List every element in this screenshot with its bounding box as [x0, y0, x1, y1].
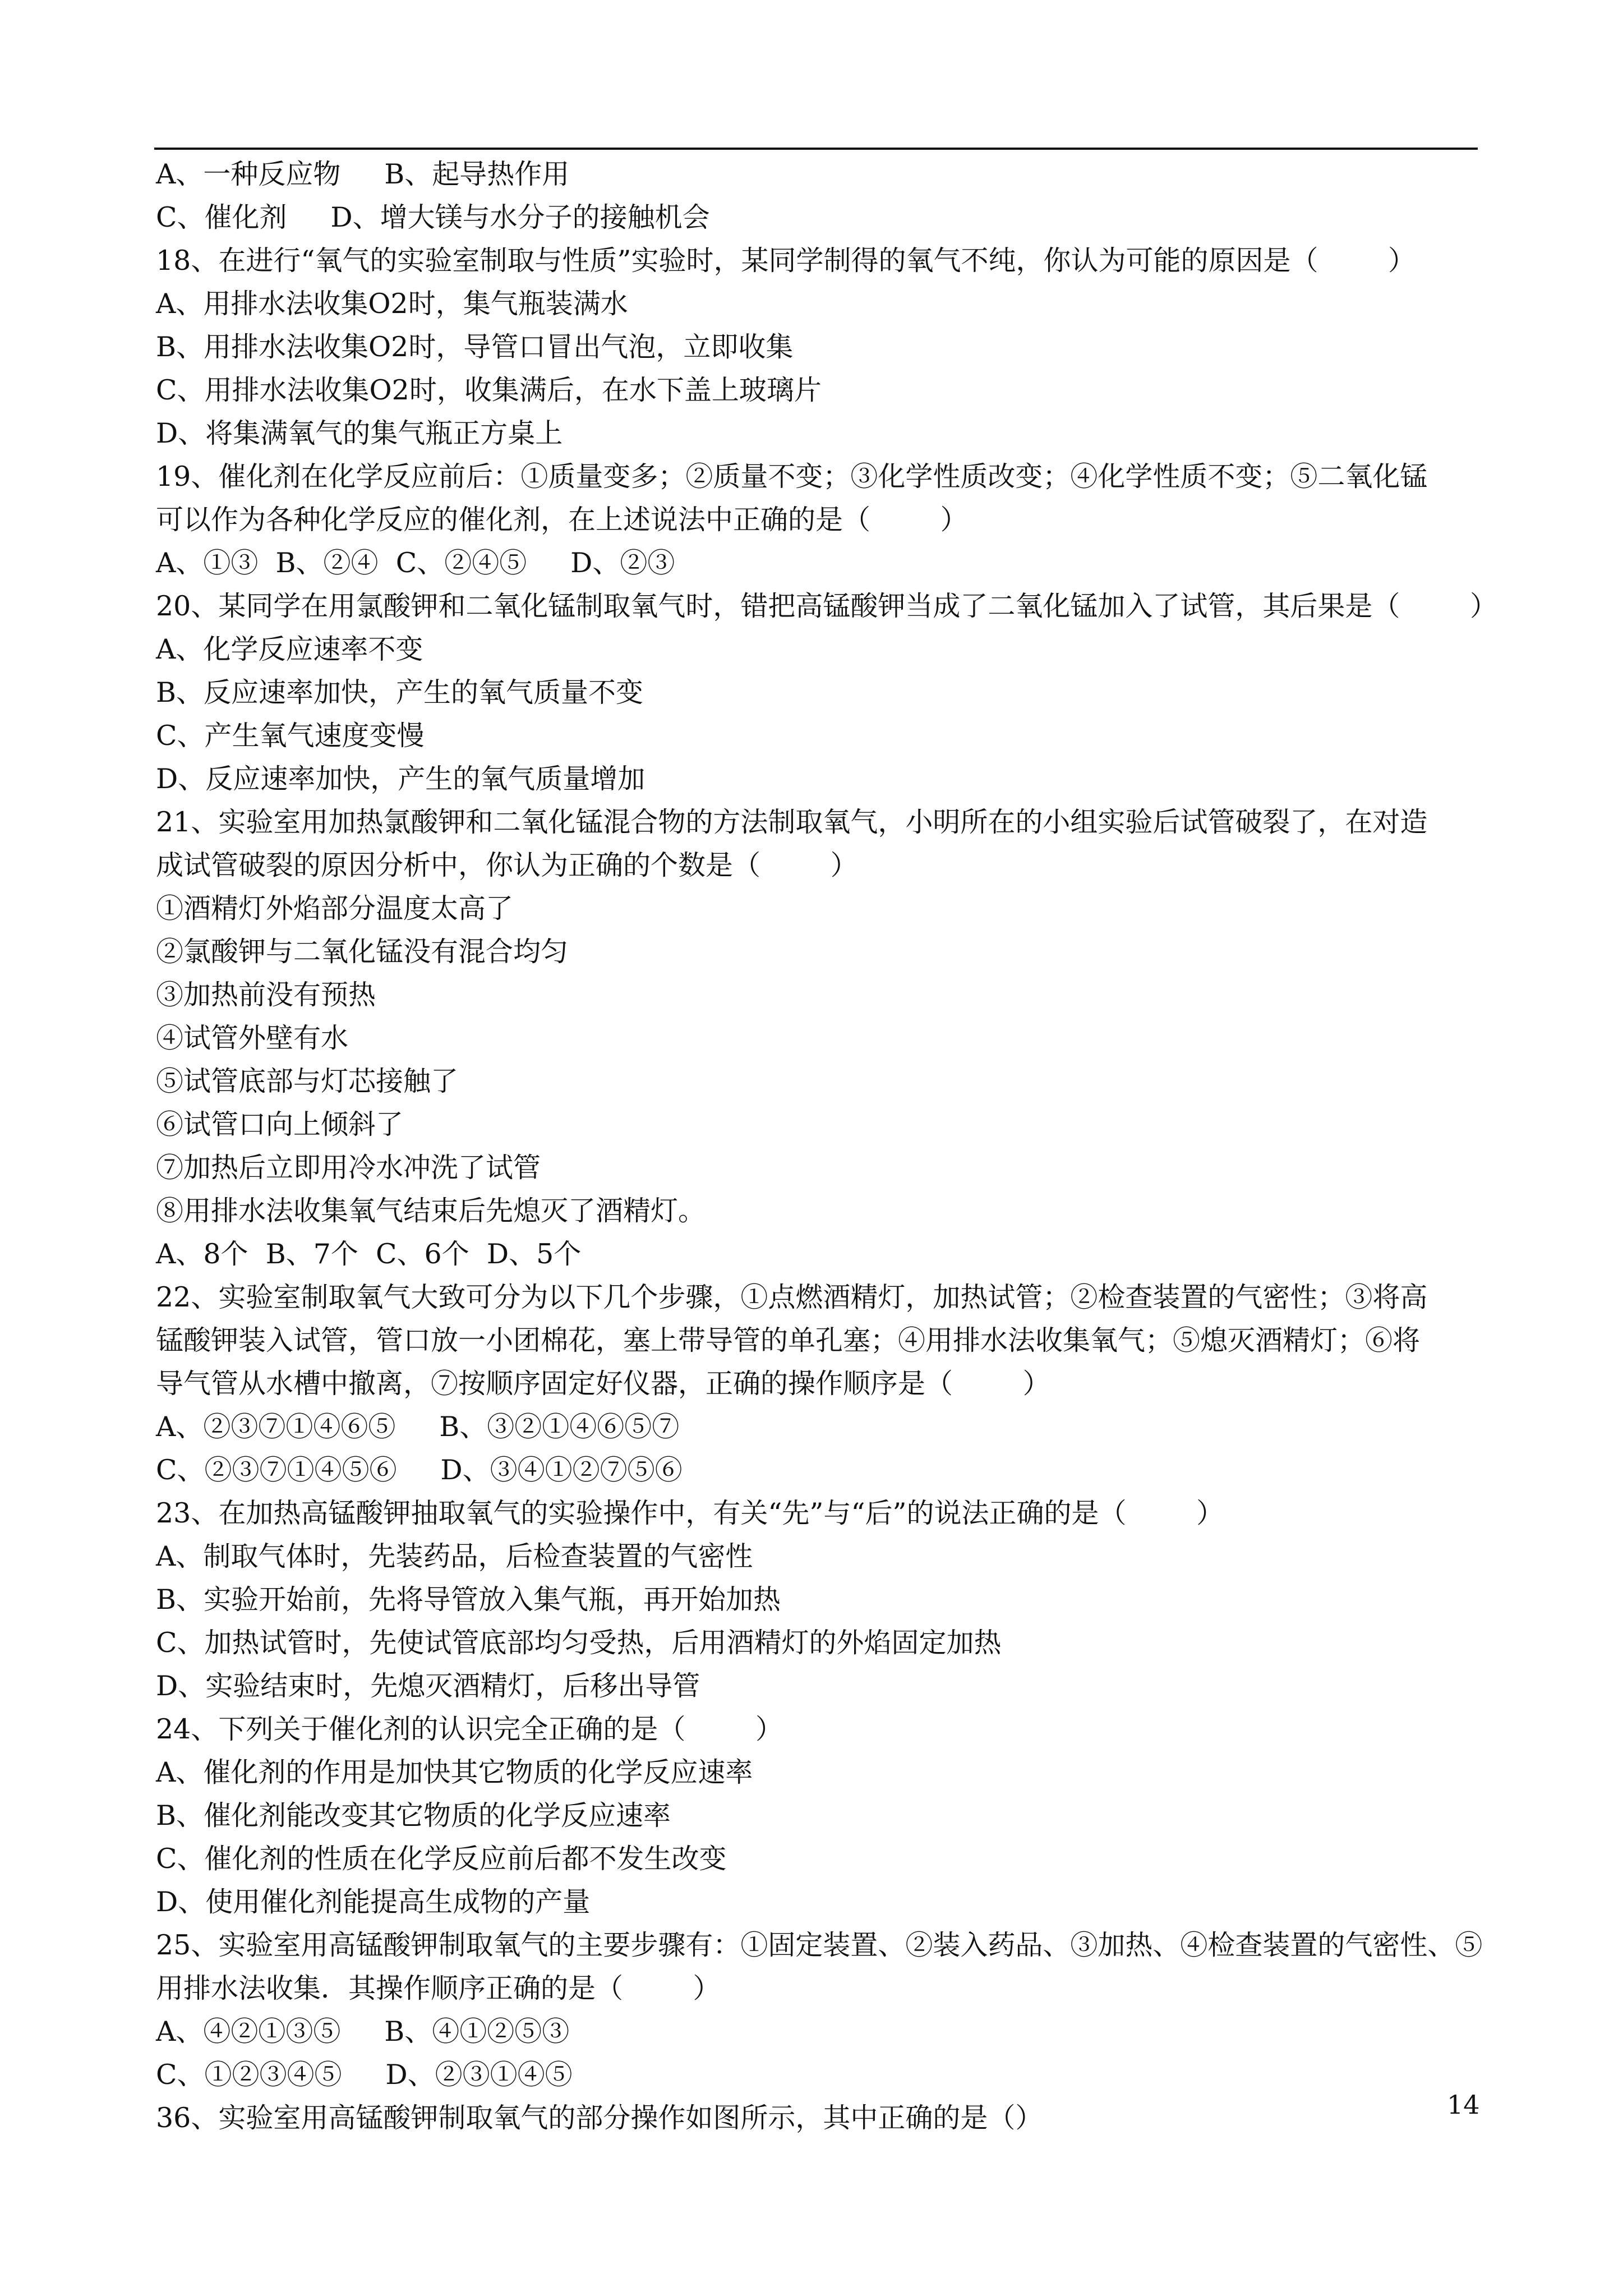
option-line: A、①③ B、②④ C、②④⑤ D、②③ — [156, 547, 675, 579]
option-line: A、用排水法收集O2时，集气瓶装满水 — [156, 288, 628, 320]
question-20: 20、某同学在用氯酸钾和二氧化锰制取氧气时，错把高锰酸钾当成了二氧化锰加入了试管，其后果是（ ） — [156, 590, 1497, 622]
option-line: B、实验开始前，先将导管放入集气瓶，再开始加热 — [156, 1584, 781, 1616]
text-line: 可以作为各种化学反应的催化剂，在上述说法中正确的是（ ） — [156, 504, 968, 536]
page-number: 14 — [1447, 2090, 1480, 2120]
option-line: A、化学反应速率不变 — [156, 633, 423, 665]
question-22: 22、实验室制取氧气大致可分为以下几个步骤，①点燃酒精灯，加热试管；②检查装置的气密性；③将高 — [156, 1281, 1428, 1313]
list-item: ①酒精灯外焰部分温度太高了 — [156, 892, 514, 924]
option-line: C、用排水法收集O2时，收集满后，在水下盖上玻璃片 — [156, 374, 822, 406]
option-line: C、加热试管时，先使试管底部均匀受热，后用酒精灯的外焰固定加热 — [156, 1627, 1002, 1659]
option-line: D、将集满氧气的集气瓶正方桌上 — [156, 417, 563, 449]
question-25: 25、实验室用高锰酸钾制取氧气的主要步骤有：①固定装置、②装入药品、③加热、④检查装置的气密性、⑤ — [156, 1929, 1483, 1961]
option-line: A、8个 B、7个 C、6个 D、5个 — [156, 1238, 582, 1270]
list-item: ⑧用排水法收集氧气结束后先熄灭了酒精灯。 — [156, 1195, 706, 1227]
header-rule — [154, 148, 1478, 150]
option-line: B、反应速率加快，产生的氧气质量不变 — [156, 677, 644, 708]
option-line: A、②③⑦①④⑥⑤ B、③②①④⑥⑤⑦ — [156, 1411, 680, 1443]
option-line: C、产生氧气速度变慢 — [156, 720, 425, 752]
option-line: A、催化剂的作用是加快其它物质的化学反应速率 — [156, 1756, 753, 1788]
option-line: C、②③⑦①④⑤⑥ D、③④①②⑦⑤⑥ — [156, 1454, 683, 1486]
option-line: B、用排水法收集O2时，导管口冒出气泡，立即收集 — [156, 331, 794, 363]
question-18: 18、在进行“氧气的实验室制取与性质”实验时，某同学制得的氧气不纯，你认为可能的原因是（ ） — [156, 245, 1416, 277]
option-line: A、制取气体时，先装药品，后检查装置的气密性 — [156, 1540, 753, 1572]
option-line: C、催化剂的性质在化学反应前后都不发生改变 — [156, 1843, 727, 1875]
list-item: ⑦加热后立即用冷水冲洗了试管 — [156, 1152, 541, 1184]
option-line: D、使用催化剂能提高生成物的产量 — [156, 1886, 591, 1918]
option-line: D、反应速率加快，产生的氧气质量增加 — [156, 763, 645, 795]
document-body — [156, 153, 1497, 2139]
option-line: B、催化剂能改变其它物质的化学反应速率 — [156, 1800, 671, 1832]
text-line: 锰酸钾装入试管，管口放一小团棉花，塞上带导管的单孔塞；④用排水法收集氧气；⑤熄灭酒精灯；⑥将 — [156, 1324, 1421, 1356]
question-19: 19、催化剂在化学反应前后：①质量变多；②质量不变；③化学性质改变；④化学性质不变；⑤二氧化锰 — [156, 461, 1428, 493]
question-23: 23、在加热高锰酸钾抽取氧气的实验操作中，有关“先”与“后”的说法正确的是（ ） — [156, 1497, 1224, 1529]
question-24: 24、下列关于催化剂的认识完全正确的是（ ） — [156, 1713, 783, 1745]
question-21: 21、实验室用加热氯酸钾和二氧化锰混合物的方法制取氧气，小明所在的小组实验后试管破裂了，在对造 — [156, 806, 1428, 838]
text-line: C、催化剂 D、增大镁与水分子的接触机会 — [156, 201, 710, 233]
list-item: ②氯酸钾与二氧化锰没有混合均匀 — [156, 936, 569, 968]
list-item: ⑥试管口向上倾斜了 — [156, 1108, 404, 1140]
list-item: ③加热前没有预热 — [156, 979, 376, 1011]
option-line: D、实验结束时，先熄灭酒精灯，后移出导管 — [156, 1670, 700, 1702]
text-line: A、一种反应物 B、起导热作用 — [156, 158, 570, 190]
text-line: 导气管从水槽中撤离，⑦按顺序固定好仪器，正确的操作顺序是（ ） — [156, 1368, 1050, 1400]
list-item: ④试管外壁有水 — [156, 1022, 349, 1054]
list-item: ⑤试管底部与灯芯接触了 — [156, 1065, 459, 1097]
option-line: A、④②①③⑤ B、④①②⑤③ — [156, 2016, 570, 2047]
text-line: 成试管破裂的原因分析中，你认为正确的个数是（ ） — [156, 849, 858, 881]
option-line: C、①②③④⑤ D、②③①④⑤ — [156, 2059, 573, 2091]
text-line: 用排水法收集．其操作顺序正确的是（ ） — [156, 1972, 721, 2004]
question-36: 36、实验室用高锰酸钾制取氧气的部分操作如图所示，其中正确的是（） — [156, 2102, 1043, 2134]
